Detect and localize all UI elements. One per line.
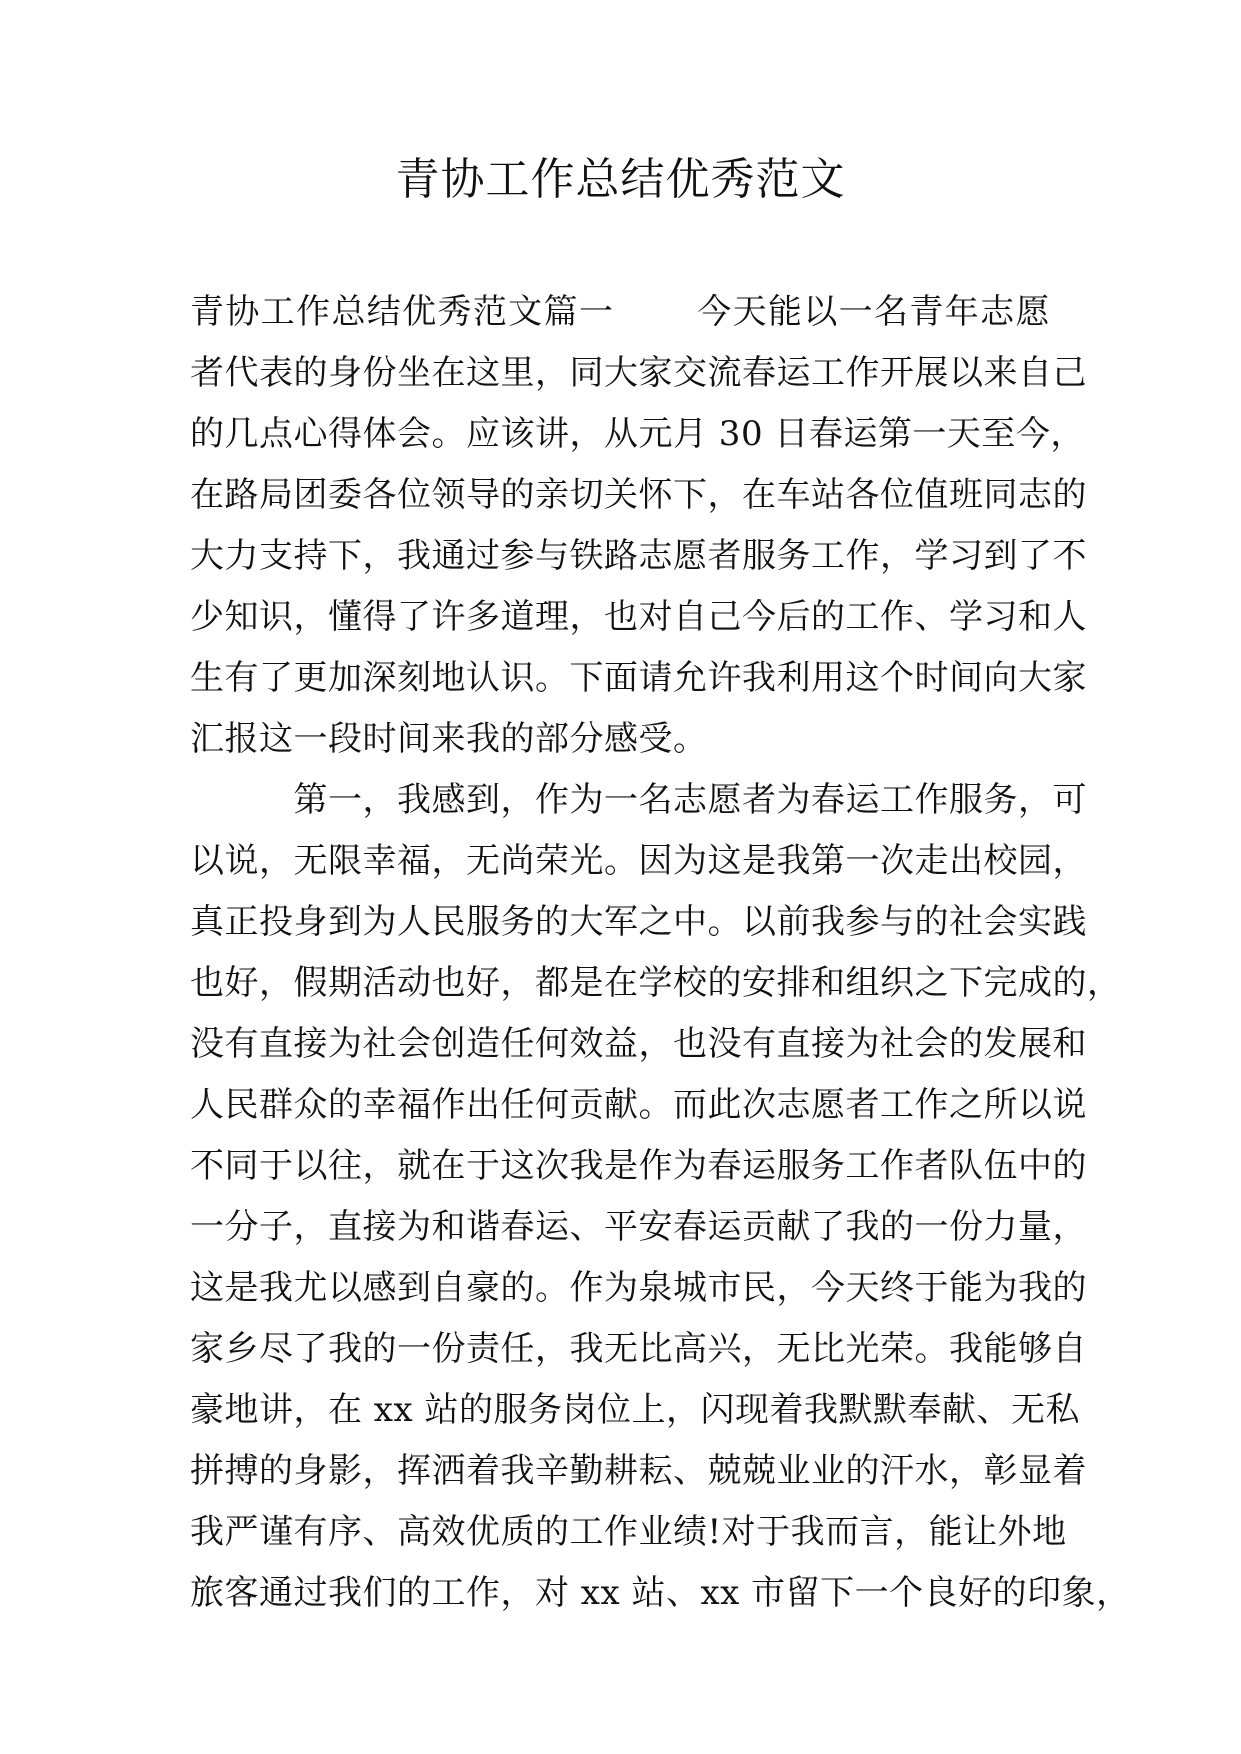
- text-line: 汇报这一段时间来我的部分感受。: [190, 719, 708, 759]
- text-line: 旅客通过我们的工作，对 xx 站、xx 市留下一个良好的印象，: [190, 1573, 1131, 1613]
- text-line: 大力支持下，我通过参与铁路志愿者服务工作，学习到了不: [190, 536, 1087, 576]
- text-line: 在路局团委各位领导的亲切关怀下，在车站各位值班同志的: [190, 475, 1087, 515]
- text-line: 生有了更加深刻地认识。下面请允许我利用这个时间向大家: [190, 658, 1087, 698]
- text-line: 这是我尤以感到自豪的。作为泉城市民，今天终于能为我的: [190, 1268, 1087, 1308]
- text-line: 者代表的身份坐在这里，同大家交流春运工作开展以来自己: [190, 353, 1087, 393]
- text-line: 家乡尽了我的一份责任，我无比高兴，无比光荣。我能够自: [190, 1329, 1087, 1369]
- text-line: 少知识，懂得了许多道理，也对自己今后的工作、学习和人: [190, 597, 1087, 637]
- text-line: 的几点心得体会。应该讲，从元月 30 日春运第一天至今，: [190, 414, 1085, 454]
- text-line: 拼搏的身影，挥洒着我辛勤耕耘、兢兢业业的汗水，彰显着: [190, 1451, 1087, 1491]
- text-line: 以说，无限幸福，无尚荣光。因为这是我第一次走出校园，: [190, 841, 1087, 881]
- text-line: 也好，假期活动也好，都是在学校的安排和组织之下完成的，: [190, 963, 1122, 1003]
- text-line: 真正投身到为人民服务的大军之中。以前我参与的社会实践: [190, 902, 1087, 942]
- text-line: 没有直接为社会创造任何效益，也没有直接为社会的发展和: [190, 1024, 1087, 1064]
- text-line: 第一，我感到，作为一名志愿者为春运工作服务，可: [190, 780, 1087, 820]
- text-line: 不同于以往，就在于这次我是作为春运服务工作者队伍中的: [190, 1146, 1087, 1186]
- text-line: 我严谨有序、高效优质的工作业绩!对于我而言，能让外地: [190, 1512, 1067, 1552]
- text-line: 豪地讲，在 xx 站的服务岗位上，闪现着我默默奉献、无私: [190, 1390, 1080, 1430]
- text-line: 一分子，直接为和谐春运、平安春运贡献了我的一份力量，: [190, 1207, 1087, 1247]
- document-body: [190, 282, 1131, 1624]
- text-line: 人民群众的幸福作出任何贡献。而此次志愿者工作之所以说: [190, 1085, 1087, 1125]
- text-line: 青协工作总结优秀范文篇一 今天能以一名青年志愿: [190, 292, 1050, 332]
- document-title: 青协工作总结优秀范文: [395, 154, 846, 205]
